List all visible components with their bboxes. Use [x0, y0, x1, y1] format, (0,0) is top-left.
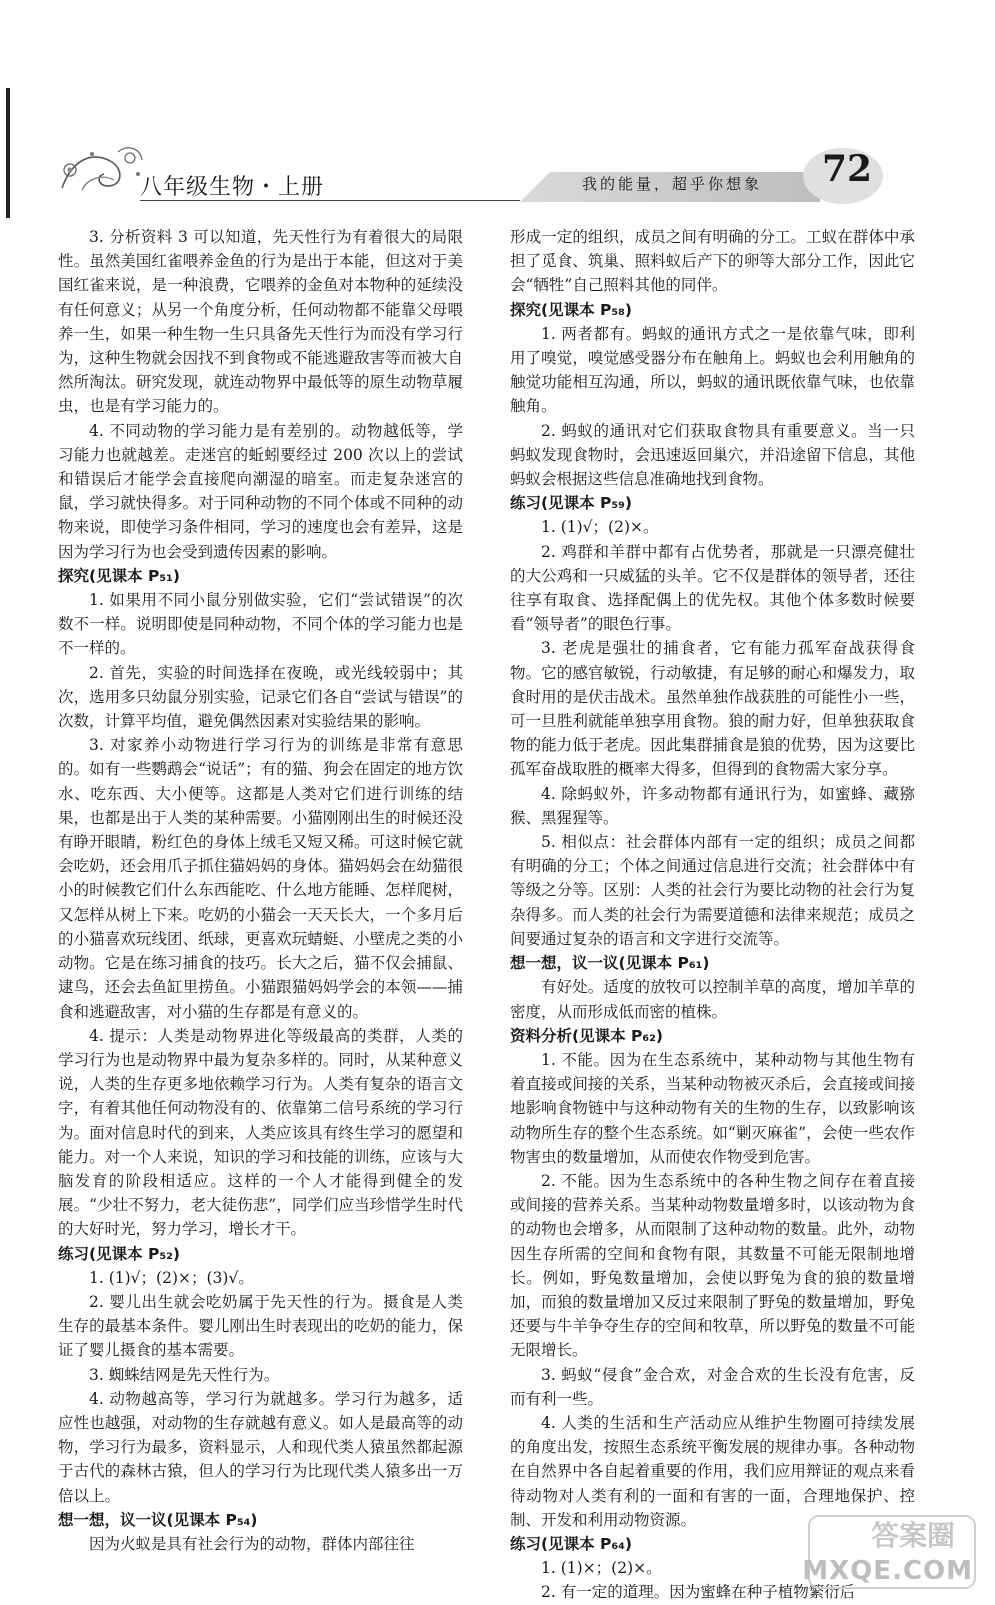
paragraph: 4. 提示：人类是动物界进化等级最高的类群，人类的学习行为也是动物界中最为复杂多样的。同时，从某种意义说，人类的生存更多地依赖学习行为。人类有复杂的语言文字，有着其他任何动物没有的、依靠第二信号系统的学习行为。面对信息时代的到来，人类应该具有终生学习的愿望和能力。对一个人来说，知识的学习和技能的训练，应该与大脑发育的阶段相适应。这样的一个人才能得到健全的发展。“少壮不努力，老大徒伤悲”，同学们应当珍惜学生时代的大好时光，努力学习，增长才干。: [58, 1026, 463, 1239]
paragraph: 1. 不能。因为在生态系统中，某种动物与其他生物有着直接或间接的关系，当某种动物被灭杀后，会直接或间接地影响食物链中与这种动物有关的生物的生存，以致影响该动物所生存的整个生态系统。如“剿灭麻雀”，会使一些农作物害虫的数量增加，从而使农作物受到危害。: [510, 1050, 915, 1166]
slogan-text: 我的能量，超乎你想象: [582, 175, 763, 193]
paragraph: 4. 不同动物的学习能力是有差别的。动物越低等，学习能力也就越差。走迷宫的蚯蚓要经过 200 次以上的尝试和错误后才能学会直接爬向潮湿的暗室。而走复杂迷宫的鼠，学习就快得多。对于同种动物的不同个体或不同种的动物来说，即使学习条件相同，学习的速度也会有差异，这是因为学习行为也会受到遗传因素的影响。: [58, 421, 463, 561]
paragraph: 4. 除蚂蚁外，许多动物都有通讯行为，如蜜蜂、藏猕猴、黑猩猩等。: [510, 784, 915, 827]
section-heading: 练习(见课本 P₅₉): [510, 494, 633, 513]
paragraph: 1. (1)√；(2)×；(3)√。: [89, 1268, 254, 1287]
floral-ornament-icon: [52, 140, 148, 200]
watermark-bottom: MXQE.COM: [802, 1556, 973, 1586]
paragraph: 1. 如果用不同小鼠分别做实验，它们“尝试错误”的次数不一样。说明即使是同种动物，不同个体的学习能力也是不一样的。: [58, 591, 463, 658]
paragraph: 3. 分析资料 3 可以知道，先天性行为有着很大的局限性。虽然美国红雀喂养金鱼的行为是出于本能，但这对于美国红雀来说，是一种浪费，它喂养的金鱼对本物种的延续没有任何意义；从另一个角度分析，任何动物都不能靠父母喂养一生，如果一种生物一生只具备先天性行为而没有学习行为，这种生物就会因找不到食物或不能逃避敌害等而被大自然所淘汰。研究发现，就连动物界中最低等的原生动物草履虫，也是有学习能力的。: [58, 228, 463, 416]
paragraph: 2. 首先，实验的时间选择在夜晚，或光线较弱中；其次，选用多只幼鼠分别实验，记录它们各自“尝试与错误”的次数，计算平均值，避免偶然因素对实验结果的影响。: [58, 663, 463, 731]
left-text-column: [58, 225, 463, 1556]
paragraph: 因为火蚁是具有社会行为的动物，群体内部往往: [89, 1534, 415, 1553]
paragraph: 3. 老虎是强壮的捕食者，它有能力孤军奋战获得食物。它的感官敏锐，行动敏捷，有足够的耐心和爆发力，取食时用的是伏击战术。虽然单独作战获胜的可能性小一些，可一旦胜利就能单独享用食物。狼的耐力好，但单独获取食物的能力低于老虎。因此集群捕食是狼的优势，因为这要比孤军奋战取胜的概率大得多，但得到的食物需大家分享。: [510, 639, 915, 779]
header-rule: [140, 200, 520, 201]
paragraph: 3. 蚂蚁“侵食”金合欢，对金合欢的生长没有危害，反而有利一些。: [510, 1365, 915, 1408]
section-heading: 探究(见课本 P₅₈): [510, 300, 633, 319]
paragraph: 2. 婴儿出生就会吃奶属于先天性的行为。摄食是人类生存的最基本条件。婴儿刚出生时表现出的吃奶的能力，保证了婴儿摄食的基本需要。: [58, 1292, 463, 1360]
paragraph: 2. 不能。因为生态系统中的各种生物之间存在着直接或间接的营养关系。当某种动物数量增多时，以该动物为食的动物也会增多，从而限制了这种动物的数量。此外，动物因生存所需的空间和食物有限，其数量不可能无限制地增长。例如，野兔数量增加，会使以野兔为食的狼的数量增加，而狼的数量增加又反过来限制了野兔的数量增加，野兔还要与牛羊争夺生存的空间和牧草，所以野兔的数量不可能无限增长。: [510, 1171, 915, 1360]
paragraph: 4. 动物越高等，学习行为就越多。学习行为越多，适应性也越强，对动物的生存就越有意义。如人是最高等的动物，学习行为最多，资料显示，人和现代类人猿虽然都起源于古代的森林古猿，但人的学习行为比现代类人猿多出一万倍以上。: [58, 1389, 463, 1505]
paragraph: 2. 蚂蚁的通讯对它们获取食物具有重要意义。当一只蚂蚁发现食物时，会迅速返回巢穴，并沿途留下信息，其他蚂蚁会根据这些信息准确地找到食物。: [510, 421, 915, 489]
section-heading: 练习(见课本 P₆₄): [510, 1534, 633, 1553]
page-number: 72: [822, 148, 873, 190]
section-heading: 资料分析(见课本 P₆₂): [510, 1026, 664, 1045]
right-text-column: [510, 225, 915, 1605]
page-header: [0, 140, 995, 210]
watermark-top: 答案圈: [870, 1519, 955, 1552]
paragraph: 有好处。适度的放牧可以控制羊草的高度，增加羊草的密度，从而形成低而密的植株。: [510, 978, 915, 1021]
book-title: 八年级生物・上册: [140, 175, 325, 200]
paragraph: 1. (1)√；(2)×。: [541, 518, 659, 537]
paragraph: 1. 两者都有。蚂蚁的通讯方式之一是依靠气味，即利用了嗅觉，嗅觉感受器分布在触角上。蚂蚁也会利用触角的触觉功能相互沟通，所以，蚂蚁的通讯既依靠气味，也依靠触角。: [510, 324, 915, 416]
section-heading: 练习(见课本 P₅₂): [58, 1244, 181, 1263]
paragraph: 1. (1)×；(2)×。: [541, 1559, 662, 1578]
paragraph: 2. 鸡群和羊群中都有占优势者，那就是一只漂亮健壮的大公鸡和一只威猛的头羊。它不仅是群体的领导者，还往往享有取食、选择配偶上的优先权。其他个体多数时候要看“领导者”的眼色行事。: [510, 542, 915, 634]
section-heading: 想一想，议一议(见课本 P₅₄): [58, 1510, 258, 1529]
paragraph: 5. 相似点：社会群体内部有一定的组织；成员之间都有明确的分工；个体之间通过信息进行交流；社会群体中有等级之分等。区别：人类的社会行为要比动物的社会行为复杂得多。而人类的社会行为需要道德和法律来规范；成员之间要通过复杂的语言和文字进行交流等。: [510, 833, 915, 948]
paragraph: 形成一定的组织，成员之间有明确的分工。工蚁在群体中承担了觅食、筑巢、照料蚁后产下的卵等大部分工作，因此它会“牺牲”自己照料其他的同伴。: [510, 228, 915, 295]
paragraph: 4. 人类的生活和生产活动应从维护生物圈可持续发展的角度出发，按照生态系统平衡发展的规律办事。各种动物在自然界中各自起着重要的作用，我们应用辩证的观点来看待动物对人类有利的一面和有害的一面，合理地保护、控制、开发和利用动物资源。: [510, 1413, 915, 1529]
paragraph: 3. 对家养小动物进行学习行为的训练是非常有意思的。如有一些鹦鹉会“说话”；有的猫、狗会在固定的地方饮水、吃东西、大小便等。这都是人类对它们进行训练的结果，也都是出于人类的某种需要。小猫刚刚出生的时候还没有睁开眼睛，粉红色的身体上绒毛又短又稀。可这时候它就会吃奶，还会用爪子抓住猫妈妈的身体。猫妈妈会在幼猫很小的时候教它们什么东西能吃、什么地方能睡、怎样爬树，又怎样从树上下来。吃奶的小猫会一天天长大，一个多月后的小猫喜欢玩线团、纸球，更喜欢玩蜻蜓、小壁虎之类的小动物。它是在练习捕食的技巧。长大之后，猫不仅会捕鼠、逮鸟，还会去鱼缸里捞鱼。小猫跟猫妈妈学会的本领——捕食和逃避敌害，对小猫的生存都是有意义的。: [58, 736, 463, 1021]
paragraph: 2. 有一定的道理。因为蜜蜂在种子植物繁衍后: [541, 1583, 856, 1602]
section-heading: 想一想，议一议(见课本 P₆₁): [510, 954, 710, 973]
paragraph: 3. 蜘蛛结网是先天性行为。: [89, 1365, 280, 1384]
section-heading: 探究(见课本 P₅₁): [58, 566, 181, 585]
